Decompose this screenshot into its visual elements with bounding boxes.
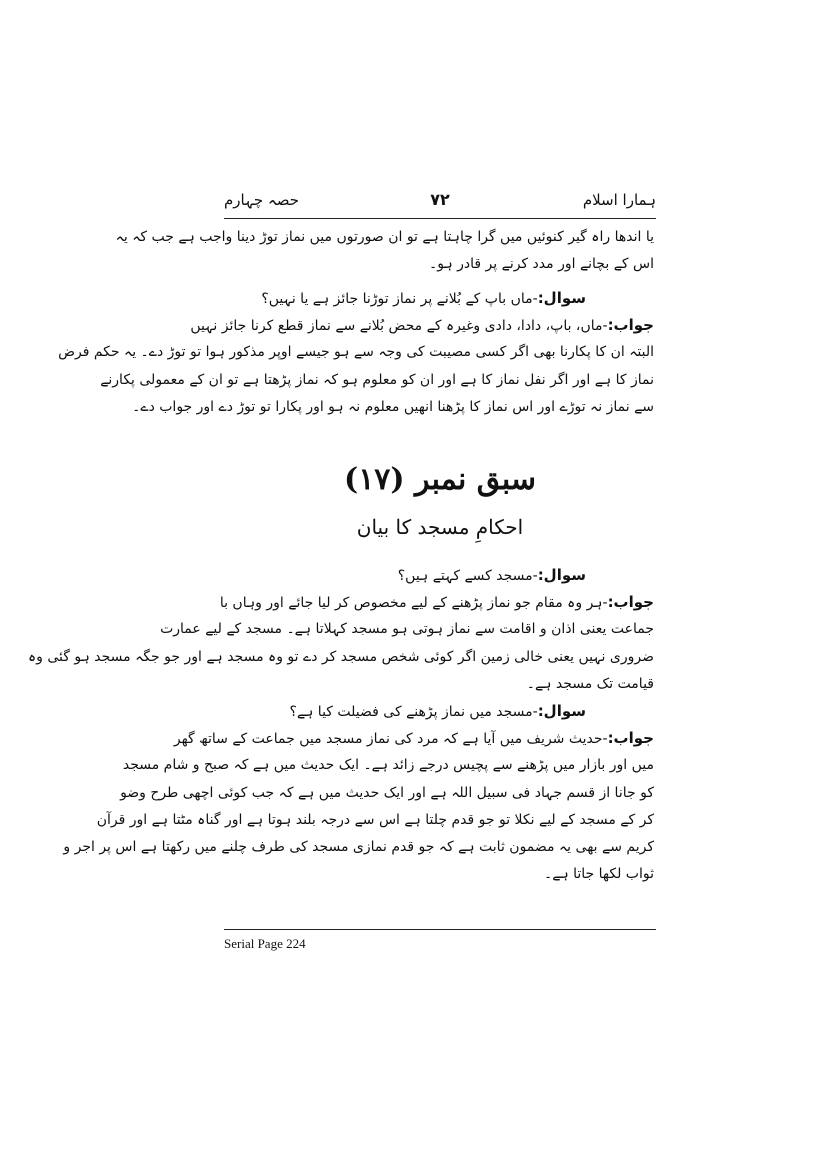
intro-paragraph	[115, 224, 654, 278]
answer-text: -حدیث شریف میں آیا ہے کہ مرد کی نماز مسجد میں جماعت کے ساتھ گھر	[173, 731, 608, 748]
text-line: ثواب لکھا جاتا ہے۔	[544, 866, 654, 883]
answer-label: جواب:	[607, 316, 654, 335]
question-line	[226, 698, 654, 725]
text-line: سے نماز نہ توڑے اور اس نماز کا پڑھنا انھیں معلوم نہ ہو اور پکارا تو توڑ دے اور جواب دے۔	[132, 398, 654, 415]
answer-line	[219, 589, 654, 616]
page-number: ۷۲	[430, 190, 450, 209]
lesson-topic: احکامِ مسجد کا بیان	[356, 515, 524, 539]
header-divider	[224, 218, 656, 219]
question-line	[226, 285, 654, 312]
question-text: -مسجد کسے کہتے ہیں؟	[397, 568, 538, 584]
qa-mosque-section	[27, 562, 654, 888]
book-title: ہمارا اسلام	[582, 191, 656, 209]
text-line: جماعت یعنی اذان و اقامت سے نماز ہوتی ہو مسجد کہلاتا ہے۔ مسجد کے لیے عمارت	[160, 621, 654, 638]
answer-line	[173, 725, 654, 752]
question-line	[226, 562, 654, 589]
question-label: سوال:	[537, 566, 586, 584]
text-line: کر کے مسجد کے لیے نکلا تو جو قدم چلتا ہے اس سے درجہ بلند ہوتا ہے اور گناہ مٹتا ہے اور قرآن	[96, 811, 654, 828]
text-line: یا اندھا راہ گیر کنوئیں میں گرا چاہتا ہے تو ان صورتوں میں نماز توڑ دینا واجب ہے جب کہ یہ	[115, 229, 654, 245]
text-line: نماز کا ہے اور اگر نفل نماز کا ہے اور ان کو معلوم ہو کہ نماز پڑھتا ہے تو ان کے معمولی پکارنے	[100, 371, 654, 388]
text-line: کو جانا از قسم جہاد فی سبیل اللہ ہے اور ایک حدیث میں ہے کہ جب کوئی اچھی طرح وضو	[120, 784, 654, 801]
text-line: قیامت تک مسجد ہے۔	[526, 675, 654, 692]
text-line: ضروری نہیں یعنی خالی زمین اگر کوئی شخص مسجد کر دے تو وہ مسجد ہے اور جو جگہ مسجد ہو گئی وہ	[27, 648, 654, 665]
answer-label: جواب:	[607, 729, 654, 748]
footer-divider	[224, 929, 656, 930]
question-label: سوال:	[537, 289, 586, 307]
qa-parents-call	[58, 285, 654, 421]
question-text: -ماں باپ کے بُلانے پر نماز توڑنا جائز ہے یا نہیں؟	[261, 291, 538, 307]
answer-line	[190, 312, 654, 339]
answer-text: -ہر وہ مقام جو نماز پڑھنے کے لیے مخصوص کر لیا جائے اور وہاں با	[219, 595, 608, 612]
text-line: میں اور بازار میں پڑھنے سے پچیس درجے زائد ہے۔ ایک حدیث میں ہے کہ صبح و شام مسجد	[122, 757, 654, 774]
serial-page-label: Serial Page 224	[224, 936, 306, 951]
lesson-title: سبق نمبر (۱۷)	[343, 462, 537, 497]
page-header	[224, 186, 656, 214]
answer-text: -ماں، باپ، دادا، دادی وغیرہ کے محض بُلانے سے نماز قطع کرنا جائز نہیں	[190, 318, 608, 335]
text-line: کریم سے بھی یہ مضمون ثابت ہے کہ جو قدم نمازی مسجد کی طرف چلنے میں رکھتا ہے اس پر اجر و	[63, 838, 654, 855]
answer-label: جواب:	[607, 593, 654, 612]
question-label: سوال:	[537, 701, 586, 720]
question-text: -مسجد میں نماز پڑھنے کی فضیلت کیا ہے؟	[289, 703, 538, 720]
part-label: حصہ چہارم	[224, 191, 299, 209]
text-line: البتہ ان کا پکارنا بھی اگر کسی مصیبت کی وجہ سے ہو جیسے اوپر مذکور ہوا تو توڑ دے۔ یہ حکم فرض	[58, 344, 654, 361]
text-line: اس کے بچانے اور مدد کرنے پر قادر ہو۔	[429, 256, 654, 273]
